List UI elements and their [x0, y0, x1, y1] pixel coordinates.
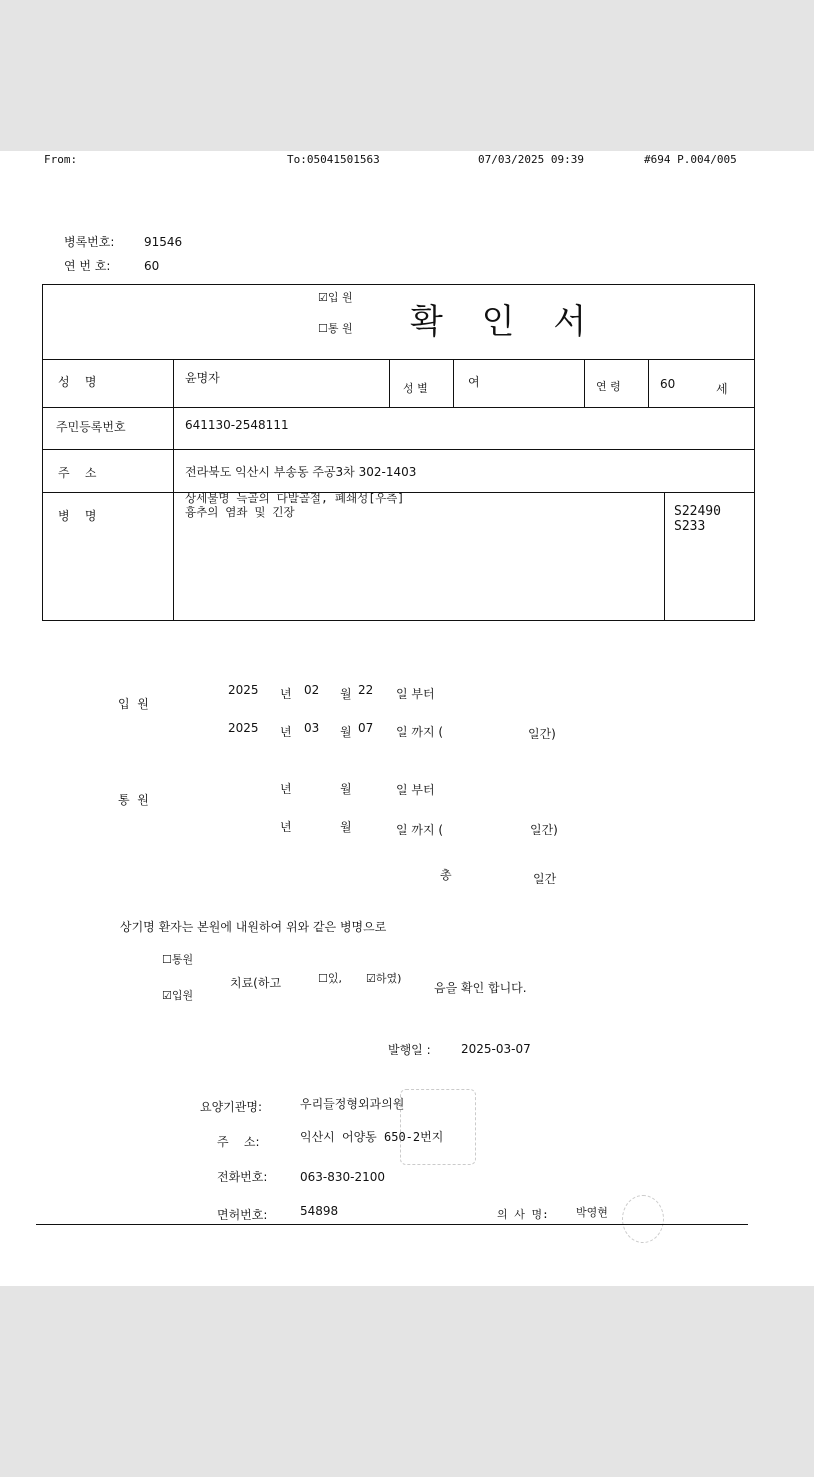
- days-label: 일간): [530, 823, 558, 837]
- patient-name: 윤명자: [185, 371, 220, 385]
- statement-text: 상기명 환자는 본원에 내원하여 위와 같은 병명으로: [120, 920, 387, 934]
- address-label: 주 소: [58, 466, 97, 480]
- institution-address-label: 주 소:: [217, 1135, 260, 1149]
- age-unit: 세: [716, 382, 728, 396]
- table-bottom-border: [42, 620, 754, 621]
- confirm-text: 음을 확인 합니다.: [434, 981, 527, 995]
- year-label: 년: [280, 782, 292, 796]
- patient-age: 60: [660, 377, 676, 391]
- year-label: 년: [280, 725, 292, 739]
- month-label: 월: [340, 687, 352, 701]
- institution-name: 우리들정형외과의원: [300, 1097, 405, 1111]
- fax-page: #694 P.004/005: [644, 153, 737, 166]
- fax-datetime: 07/03/2025 09:39: [478, 153, 584, 166]
- diagnosis-label: 병 명: [58, 509, 97, 523]
- option-inpatient: ☑입원: [162, 989, 194, 1002]
- row-divider: [42, 407, 754, 408]
- record-no: 91546: [144, 235, 183, 249]
- in-to-month: 03: [304, 721, 320, 735]
- patient-sex: 여: [468, 375, 480, 389]
- institution-address: 익산시 어양동 650-2번지: [300, 1130, 444, 1144]
- doctor-name: 박영현: [576, 1206, 608, 1219]
- month-label: 월: [340, 782, 352, 796]
- inpatient-label: 입 원: [118, 697, 149, 711]
- label-column-divider: [173, 359, 174, 621]
- outpatient-label: 통 원: [118, 793, 149, 807]
- code-column-divider: [664, 492, 665, 621]
- doctor-label: 의 사 명:: [497, 1208, 549, 1221]
- cell-divider: [389, 359, 390, 407]
- to-label: 일 까지 (: [396, 823, 444, 837]
- cell-divider: [584, 359, 585, 407]
- in-to-year: 2025: [228, 721, 259, 735]
- table-top-border: [42, 284, 754, 285]
- total-label: 총: [440, 868, 452, 882]
- diagnosis-code-1: S22490: [674, 504, 721, 519]
- record-no-label: 병록번호:: [64, 235, 115, 249]
- month-label: 월: [340, 725, 352, 739]
- row-divider: [42, 449, 754, 450]
- to-label: 일 까지 (: [396, 725, 444, 739]
- institution-name-label: 요양기관명:: [200, 1100, 263, 1114]
- in-to-day: 07: [358, 721, 374, 735]
- diagnosis-code-2: S233: [674, 519, 706, 534]
- age-label: 연 령: [596, 380, 621, 393]
- cell-divider: [648, 359, 649, 407]
- document-page: [0, 151, 814, 1286]
- phone-label: 전화번호:: [217, 1170, 268, 1184]
- fax-to: To:05041501563: [287, 153, 380, 166]
- treatment-text: 치료(하고: [230, 976, 282, 990]
- table-left-border: [42, 284, 43, 621]
- institution-seal: [400, 1089, 476, 1165]
- year-label: 년: [280, 687, 292, 701]
- patient-address: 전라북도 익산시 부송동 주공3차 302-1403: [185, 465, 417, 479]
- from-label: 일 부터: [396, 687, 435, 701]
- option-completed: ☑하였): [366, 972, 402, 985]
- from-label: 일 부터: [396, 783, 435, 797]
- issue-date: 2025-03-07: [461, 1042, 531, 1056]
- option-ongoing: ☐있,: [318, 972, 342, 985]
- license-number: 54898: [300, 1204, 339, 1218]
- check-inpatient: ☑입 원: [318, 291, 353, 304]
- patient-rrn: 641130-2548111: [185, 418, 289, 432]
- serial-label: 연 번 호:: [64, 259, 111, 273]
- document-title: 확 인 서: [410, 302, 601, 342]
- in-from-day: 22: [358, 683, 374, 697]
- in-from-year: 2025: [228, 683, 259, 697]
- license-label: 면허번호:: [217, 1208, 268, 1222]
- name-label: 성 명: [58, 375, 97, 389]
- year-label: 년: [280, 820, 292, 834]
- month-label: 월: [340, 820, 352, 834]
- diagnosis-line-1: 상세불명 늑골의 다발골절, 폐쇄성[우측]: [185, 491, 405, 505]
- serial-no: 60: [144, 259, 160, 273]
- rrn-label: 주민등록번호: [56, 420, 126, 434]
- option-outpatient: ☐통원: [162, 953, 194, 966]
- cell-divider: [453, 359, 454, 407]
- days-label: 일간): [528, 727, 556, 741]
- doctor-seal: [622, 1195, 664, 1243]
- in-from-month: 02: [304, 683, 320, 697]
- issue-date-label: 발행일 :: [388, 1043, 431, 1057]
- fax-from: From:: [44, 153, 78, 166]
- table-right-border: [754, 284, 755, 621]
- phone-number: 063-830-2100: [300, 1170, 386, 1184]
- check-outpatient: ☐통 원: [318, 322, 353, 335]
- sex-label: 성 별: [403, 382, 428, 395]
- diagnosis-line-2: 흉추의 염좌 및 긴장: [185, 505, 295, 519]
- form-bottom-border: [36, 1224, 748, 1225]
- total-days-label: 일간: [533, 872, 557, 886]
